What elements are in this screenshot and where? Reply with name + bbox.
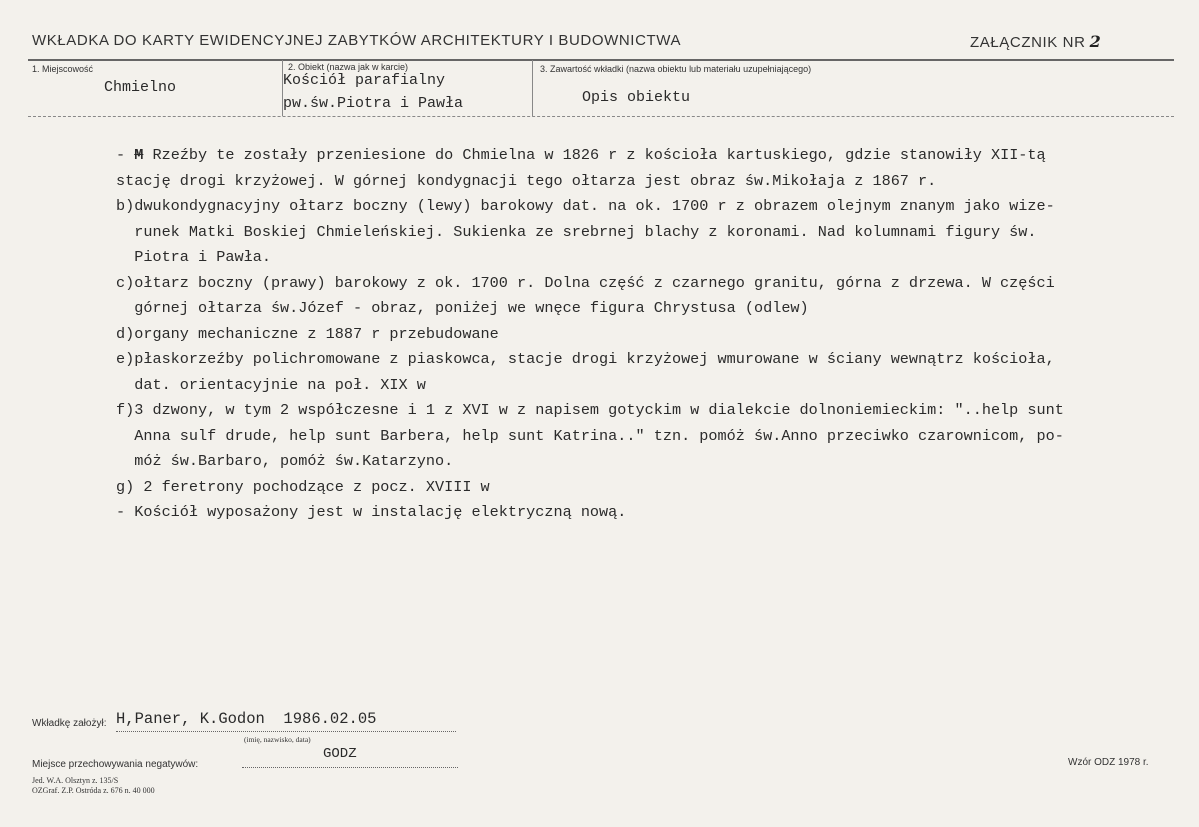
author-value: H,Paner, K.Godon 1986.02.05 xyxy=(116,710,377,728)
body-line-1-text: Rzeźby te zostały przeniesione do Chmielna w 1826 r z kościoła kartuskiego, gdzie stanowiły XII-tą xyxy=(143,146,1046,164)
header-top-rule xyxy=(28,59,1174,61)
printer-line-2: OZGraf. Z.P. Ostróda z. 676 n. 40 000 xyxy=(32,786,155,795)
author-underline xyxy=(116,731,456,732)
body-line-9: e)płaskorzeźby polichromowane z piaskowca, stacje drogi krzyżowej wmurowane w ściany wewnątrz kościoła, xyxy=(116,350,1055,368)
body-line-14: g) 2 feretrony pochodzące z pocz. XVIII w xyxy=(116,477,490,496)
annex-label-text: ZAŁĄCZNIK NR xyxy=(970,34,1086,51)
document-title: WKŁADKA DO KARTY EWIDENCYJNEJ ZABYTKÓW ARCHITEKTURY I BUDOWNICTWA xyxy=(32,32,682,49)
body-line-1 xyxy=(116,143,1176,169)
negatives-value: GODZ xyxy=(323,746,357,762)
object-label: 2. Obiekt (nazwa jak w karcie) xyxy=(288,62,409,72)
author-hint: (imię, nazwisko, data) xyxy=(244,735,311,744)
body-line-6: c)ołtarz boczny (prawy) barokowy z ok. 1700 r. Dolna część z czarnego granitu, górna z drzewa. W części xyxy=(116,273,1055,292)
field-divider-2 xyxy=(532,60,533,116)
annex-label xyxy=(970,32,1101,51)
negatives-label: Miejsce przechowywania negatywów: xyxy=(32,759,199,770)
leading-dash: - xyxy=(116,146,135,164)
object-value-line1: Kościół parafialny xyxy=(283,72,446,89)
content-value: Opis obiektu xyxy=(582,89,691,106)
location-value: Chmielno xyxy=(104,79,177,96)
body-line-7: górnej ołtarza św.Józef - obraz, poniżej we wnęce figura Chrystusa (odlew) xyxy=(116,299,809,317)
content-label: 3. Zawartość wkładki (nazwa obiektu lub materiału uzupełniającego) xyxy=(540,64,812,74)
body-line-3: b)dwukondygnacyjny ołtarz boczny (lewy) barokowy dat. na ok. 1700 r z obrazem olejnym znanym jako wize- xyxy=(116,197,1055,215)
author-label: Wkładkę założył: xyxy=(32,718,107,729)
body-line-11: f)3 dzwony, w tym 2 współczesne i 1 z XVI w z napisem gotyckim w dialekcie dolnoniemieckim: "..help sunt xyxy=(116,401,1064,419)
location-label: 1. Miejscowość xyxy=(32,64,94,74)
description-body xyxy=(116,143,1176,526)
negatives-underline xyxy=(242,767,458,768)
body-line-16: - Kościół wyposażony jest w instalację elektryczną nową. xyxy=(116,503,627,521)
printer-line-1: Jed. W.A. Olsztyn z. 135/S xyxy=(32,776,119,785)
header-bottom-rule xyxy=(28,116,1174,117)
body-line-12: Anna sulf drude, help sunt Barbera, help sunt Katrina.." tzn. pomóż św.Anno przeciwko czarownicom, po- xyxy=(116,426,1064,445)
annex-number: 2 xyxy=(1089,32,1102,51)
body-line-4: runek Matki Boskiej Chmieleńskiej. Sukienka ze srebrnej blachy z koronami. Nad kolumnami figury św. xyxy=(116,222,1037,241)
body-line-5: Piotra i Pawła. xyxy=(116,248,271,266)
struck-text: M xyxy=(134,146,144,164)
form-version: Wzór ODZ 1978 r. xyxy=(1068,757,1149,768)
body-line-8: d)organy mechaniczne z 1887 r przebudowane xyxy=(116,324,499,343)
body-line-13: móż św.Barbaro, pomóż św.Katarzyno. xyxy=(116,452,454,470)
body-line-2: stację drogi krzyżowej. W górnej kondygnacji tego ołtarza jest obraz św.Mikołaja z 1867 r. xyxy=(116,171,937,190)
body-line-10: dat. orientacyjnie na poł. XIX w xyxy=(116,375,426,394)
object-value-line2: pw.św.Piotra i Pawła xyxy=(283,95,464,112)
